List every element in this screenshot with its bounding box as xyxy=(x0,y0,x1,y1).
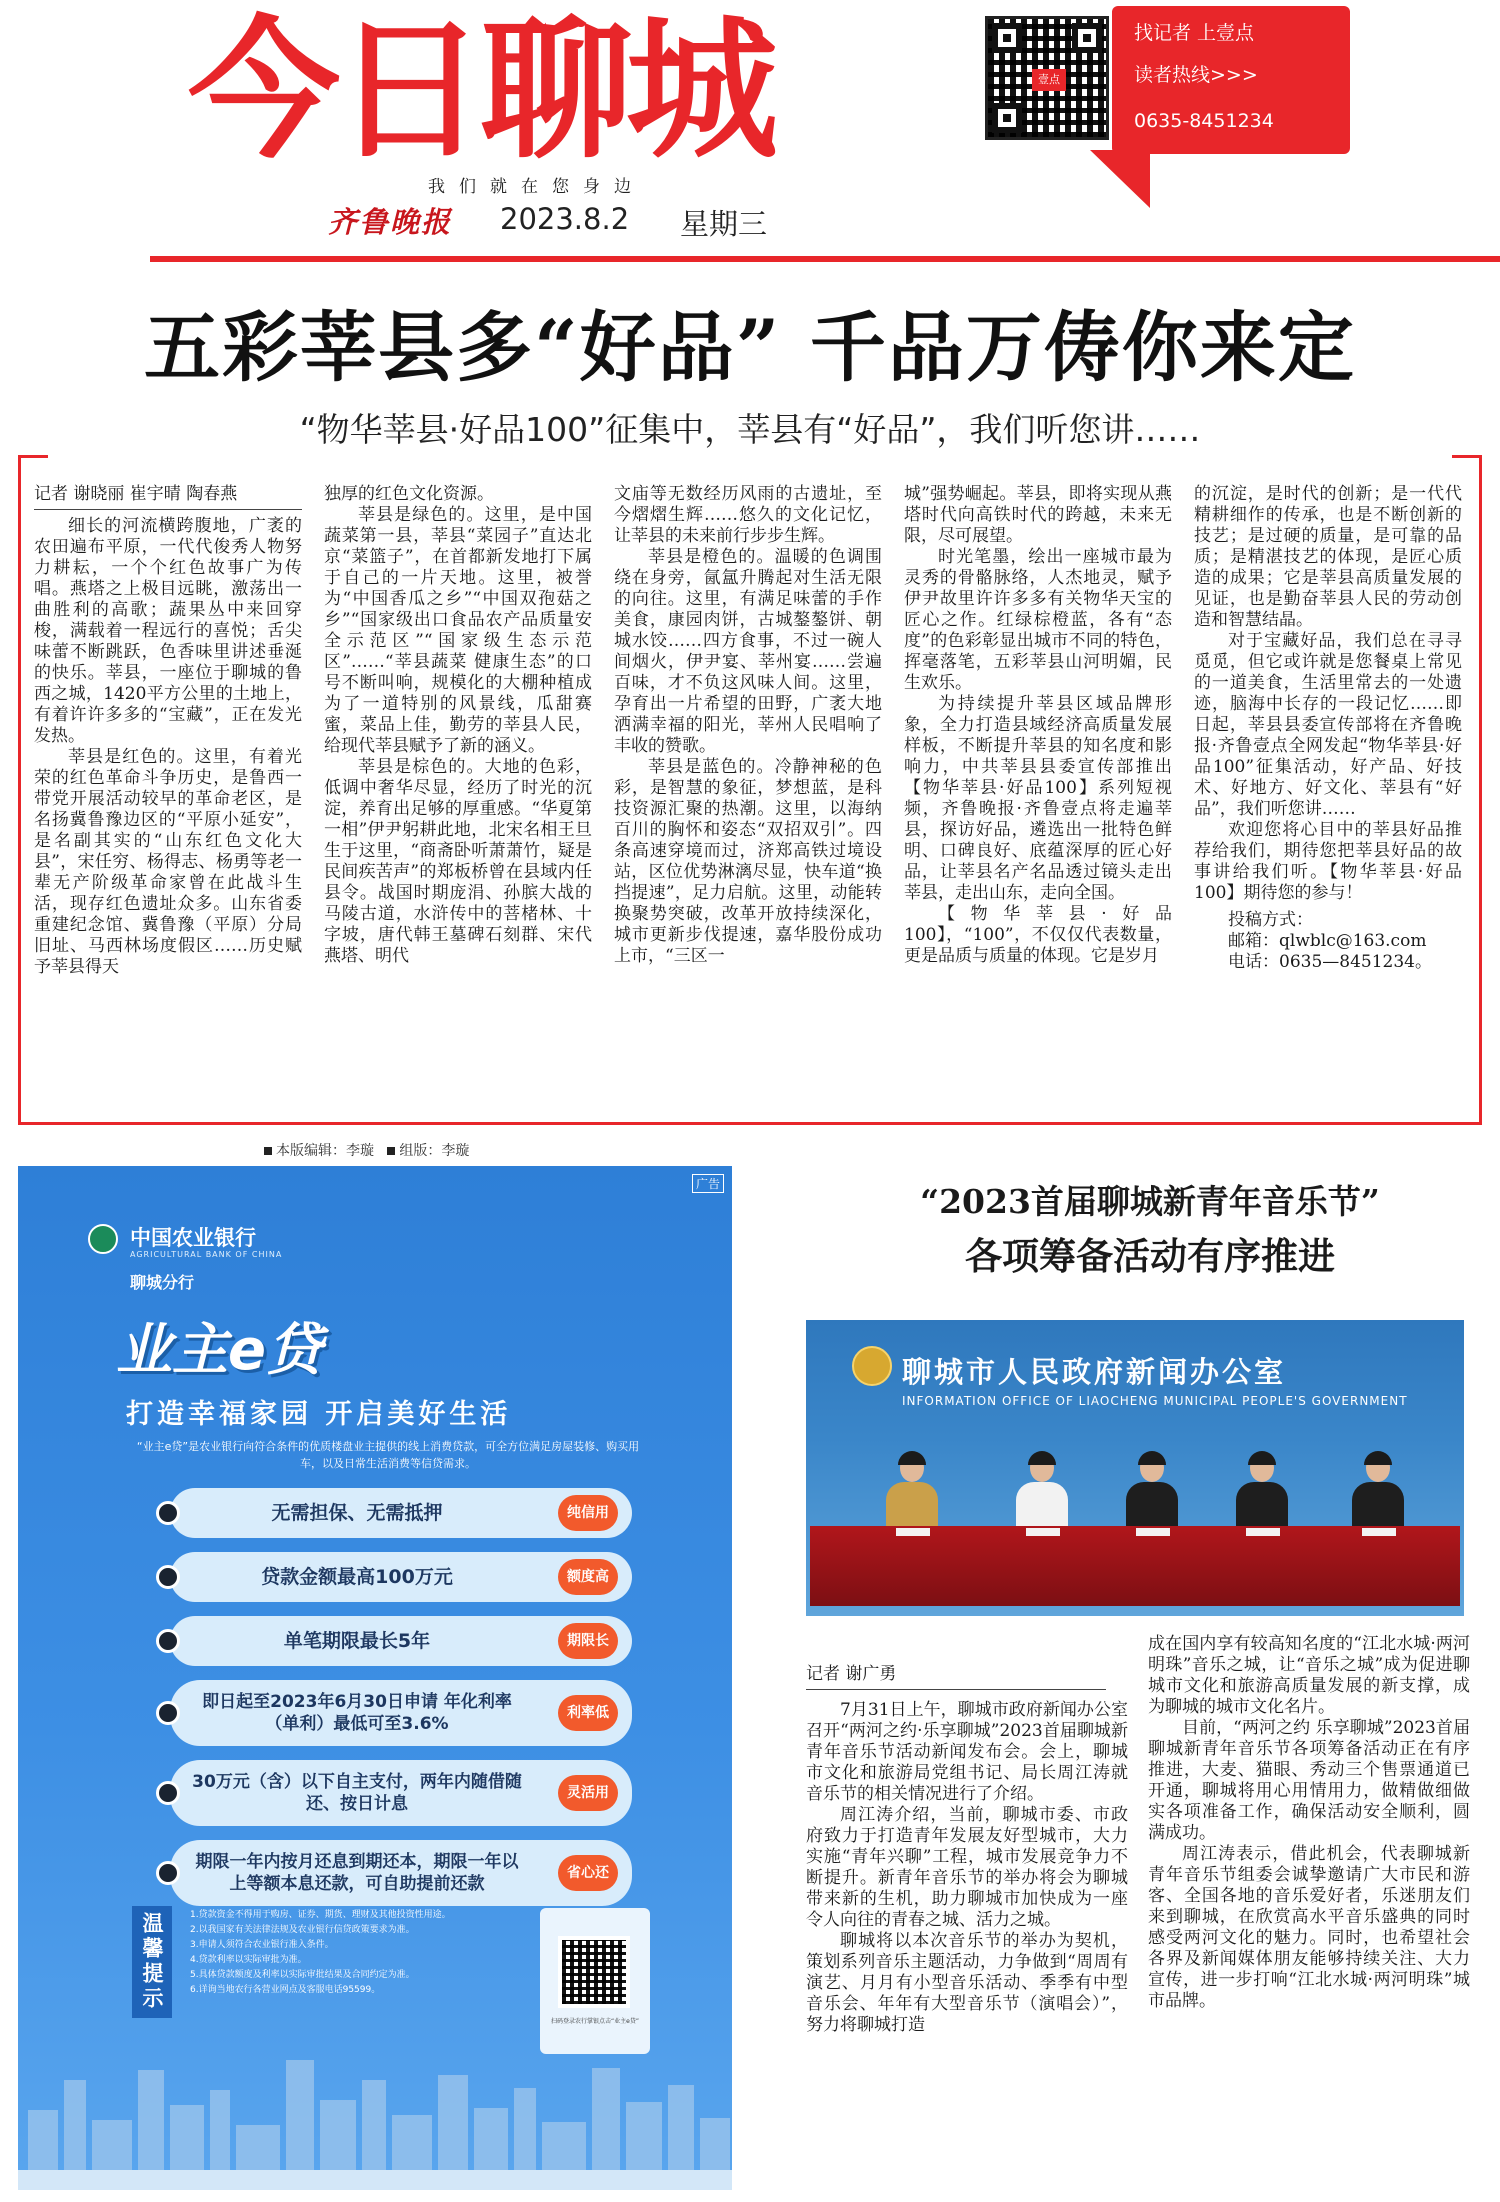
feature-headline: 五彩莘县多“好品” 千品万俦你来定 xyxy=(144,303,1356,392)
ad-feature-row xyxy=(170,1680,632,1746)
paragraph: 周江涛表示，借此机会，代表聊城新青年音乐节组委会诚挚邀请广大市民和游客、全国各地的音乐爱好者，乐迷朋友们来到聊城，在欣赏高水平音乐盛典的同时感受两河文化的魅力。同时，也希望社会各界及新闻媒体朋友能够持续关注、大力宣传，进一步打响“江北水城·两河明珠”城市品牌。 xyxy=(1148,1844,1470,2011)
paragraph: 7月31日上午，聊城市政府新闻办公室召开“两河之约·乐享聊城”2023首届聊城新青年音乐节活动新闻发布会。会上，聊城市文化和旅游局党组书记、局长周江涛就音乐节的相关情况进行了介绍。 xyxy=(806,1700,1128,1804)
bank-name: 中国农业银行 xyxy=(130,1225,256,1250)
credit-layout: 组版：李璇 xyxy=(399,1143,470,1159)
article-column-1 xyxy=(806,1664,1128,2184)
ad-feature-row xyxy=(170,1552,632,1602)
figure-hair xyxy=(1028,1451,1056,1465)
ad-feature-row xyxy=(170,1616,632,1666)
ad-tip: 3.申请人须符合农业银行准入条件。 xyxy=(190,1940,334,1950)
feature-column-2 xyxy=(324,484,592,1114)
paragraph: 莘县是橙色的。温暖的色调围绕在身旁，氤氲升腾起对生活无限的向往。这里，有满足味蕾的手作美食，康园肉饼，古城鏊鏊饼、朝城水饺……四方食事，不过一碗人间烟火，伊尹宴、莘州宴……尝遍百味，才不负这风味人间。这里，孕育出一片希望的田野，广袤大地洒满幸福的阳光，莘州人民唱响了丰收的赞歌。 xyxy=(614,547,882,756)
ad-tip: 6.详询当地农行各营业网点及客服电话95599。 xyxy=(190,1985,381,1995)
frame-corner xyxy=(1452,455,1482,458)
paragraph: 莘县是蓝色的。冷静神秘的色彩，是智慧的象征，梦想蓝，是科技资源汇聚的热潮。这里，以海纳百川的胸怀和姿态“双招双引”。四条高速穿境而过，济郑高铁过境设站，区位优势淋漓尽显，快车道“换挡提速”，足力启航。这里，动能转换聚势突破，改革开放持续深化，城市更新步伐提速，嘉华股份成功上市，“三区一 xyxy=(614,757,882,966)
speaker-figure xyxy=(1352,1454,1404,1534)
hotline-speech-bubble xyxy=(1112,6,1350,154)
ad-feature-tag: 额度高 xyxy=(558,1559,618,1595)
masthead-divider xyxy=(150,256,1500,262)
ad-description: “业主e贷”是农业银行向符合条件的优质楼盘业主提供的线上消费贷款，可全方位满足房屋装修、购买用车，以及日常生活消费等信贷需求。 xyxy=(136,1440,640,1470)
bullet-icon xyxy=(156,1565,180,1589)
feature-body xyxy=(34,484,1466,1114)
paragraph: 的沉淀，是时代的创新；是一代代精耕细作的传承，也是不断创新的技艺；是过硬的质量，是可靠的品质；是精湛技艺的体现，是匠心质造的成果；它是莘县高质量发展的见证，也是勤奋莘县人民的劳动创造和智慧结晶。 xyxy=(1194,484,1462,630)
issue-date: 2023.8.2 xyxy=(500,202,630,236)
ad-feature-text: 即日起至2023年6月30日申请 年化利率（单利）最低可至3.6% xyxy=(202,1692,512,1734)
ad-feature-row xyxy=(170,1488,632,1538)
bank-logo-icon xyxy=(88,1224,118,1254)
article-column-2 xyxy=(1148,1634,1470,2184)
city-skyline-icon xyxy=(18,2050,732,2190)
ad-warm-tips-label: 温馨提示 xyxy=(132,1906,172,2018)
square-bullet-icon xyxy=(264,1147,272,1155)
photo-backdrop-title: 聊城市人民政府新闻办公室 xyxy=(902,1355,1287,1389)
ad-tip: 1.贷款资金不得用于购房、证券、期货、理财及其他投资性用途。 xyxy=(190,1910,451,1920)
article-body xyxy=(806,1634,1470,2184)
ad-slogan: 打造幸福家园 开启美好生活 xyxy=(126,1399,512,1430)
paragraph: 为持续提升莘县区域品牌形象，全力打造县域经济高质量发展样板，不断提升莘县的知名度和影响力，中共莘县县委宣传部推出【物华莘县·好品100】系列短视频，齐鲁晚报·齐鲁壹点将走遍莘县，探访好品，遴选出一批特色鲜明、口碑良好、底蕴深厚的匠心好品，让莘县名产名品透过镜头走出莘县，走出山东，走向全国。 xyxy=(904,694,1172,903)
paragraph: 对于宝藏好品，我们总在寻寻觅觅，但它或许就是您餐桌上常见的一道美食，生活里常去的一处遗迹，脑海中长存的一段记忆……即日起，莘县县委宣传部将在齐鲁晚报·齐鲁壹点全网发起“物华莘县·好品100”征集活动，好产品、好技术、好地方、好文化、莘县有“好品”，我们听您讲…… xyxy=(1194,631,1462,819)
paragraph: 独厚的红色文化资源。 xyxy=(324,484,494,504)
ad-tip: 5.具体贷款额度及利率以实际审批结果及合同约定为准。 xyxy=(190,1970,415,1980)
hotline-phone: 0635-8451234 xyxy=(1134,110,1274,132)
bullet-icon xyxy=(156,1861,180,1885)
bank-name-english: AGRICULTURAL BANK OF CHINA xyxy=(130,1250,283,1259)
bullet-icon xyxy=(156,1701,180,1725)
ad-feature-text: 30万元（含）以下自主支付，两年内随借随还、按日计息 xyxy=(192,1772,522,1814)
article-title-line2: 各项筹备活动有序推进 xyxy=(965,1234,1335,1278)
qr-finder xyxy=(992,103,1022,133)
ad-feature-text: 单笔期限最长5年 xyxy=(283,1630,431,1652)
paragraph: 城”强势崛起。莘县，即将实现从燕塔时代向高铁时代的跨越，未来无限，尽可展望。 xyxy=(904,484,1172,546)
paragraph: 莘县是红色的。这里，有着光荣的红色革命斗争历史，是鲁西一带党开展活动较早的革命老区，是名扬冀鲁豫边区的“平原小延安”，是名副其实的“山东红色文化大县”，宋任穷、杨得志、杨勇等老一辈无产阶级革命家曾在此战斗生活，现存红色遗址众多。山东省委重建纪念馆、冀鲁豫（平原）分局旧址、马西林场度假区……历史赋予莘县得天 xyxy=(34,747,302,977)
paragraph: 成在国内享有较高知名度的“江北水城·两河明珠”音乐之城，让“音乐之城”成为促进聊城市文化和旅游高质量发展的新支撑，成为聊城的城市文化名片。 xyxy=(1148,1634,1470,1717)
speaker-figure xyxy=(1126,1454,1178,1534)
figure-hair xyxy=(898,1451,926,1465)
frame-corner xyxy=(18,455,48,458)
qr-code-icon[interactable] xyxy=(985,16,1109,140)
paragraph: 【物华莘县·好品100】，“100”，不仅仅代表数量，更是品质与质量的体现。它是岁月 xyxy=(904,904,1172,966)
paragraph: 莘县是棕色的。大地的色彩，低调中奢华尽显，经历了时光的沉淀，养育出足够的厚重感。“华夏第一相”伊尹躬耕此地，北宋名相王旦生于这里，“商斋卧听萧萧竹，疑是民间疾苦声”的郑板桥曾在县域内任县令。战国时期庞涓、孙膑大战的马陵古道，水浒传中的菩楮林、十字坡，唐代韩王墓碑石刻群、宋代燕塔、明代 xyxy=(324,757,592,966)
paragraph: 目前，“两河之约 乐享聊城”2023首届聊城新青年音乐节各项筹备活动正在有序推进，大麦、猫眼、秀动三个售票通道已开通，聊城将用心用情用力，做精做细做实各项准备工作，确保活动安全顺利，圆满成功。 xyxy=(1148,1718,1470,1843)
square-bullet-icon xyxy=(387,1147,395,1155)
qr-logo: 壹点 xyxy=(1032,69,1066,91)
press-conference-photo xyxy=(806,1320,1464,1616)
slogan: 我们就在您身边 xyxy=(428,177,645,197)
paragraph: 欢迎您将心目中的莘县好品推荐给我们，期待您把莘县好品的故事讲给我们听。【物华莘县·好品100】期待您的参与！ xyxy=(1194,820,1462,903)
issue-weekday: 星期三 xyxy=(680,207,768,241)
speaker-figure xyxy=(1236,1454,1288,1534)
ad-tag: 广告 xyxy=(692,1174,724,1193)
speech-bubble-tail xyxy=(1090,150,1150,208)
ad-feature-text: 贷款金额最高100万元 xyxy=(261,1566,453,1588)
hotline-line2: 读者热线>>> xyxy=(1134,64,1258,86)
bank-branch: 聊城分行 xyxy=(130,1273,195,1292)
ad-feature-tag: 期限长 xyxy=(558,1623,618,1659)
bullet-icon xyxy=(156,1781,180,1805)
bullet-icon xyxy=(156,1629,180,1653)
contact-label: 投稿方式： xyxy=(1228,910,1313,930)
ad-tips xyxy=(190,1908,480,1998)
nameplate xyxy=(896,1528,930,1536)
contact-email[interactable]: 邮箱：qlwblc@163.com xyxy=(1228,931,1427,951)
figure-hair xyxy=(1248,1451,1276,1465)
bullet-icon xyxy=(156,1501,180,1525)
nameplate xyxy=(1362,1528,1396,1536)
article-title-line1: “2023首届聊城新青年音乐节” xyxy=(920,1182,1380,1221)
ad-qr-caption: 扫码登录农行掌银点击“业主e贷” xyxy=(551,2018,639,2025)
photo-backdrop-subtitle: INFORMATION OFFICE OF LIAOCHENG MUNICIPAL PEOPLE'S GOVERNMENT xyxy=(902,1394,1408,1408)
emblem-icon xyxy=(852,1346,892,1386)
feature-column-1 xyxy=(34,484,302,1114)
nameplate xyxy=(1246,1528,1280,1536)
ad-feature-tag: 利率低 xyxy=(558,1695,618,1731)
newspaper-title: 今日聊城 xyxy=(188,2,772,179)
masthead xyxy=(0,0,1500,262)
article-byline: 记者 谢广勇 xyxy=(806,1664,1106,1690)
paper-name-logo: 齐鲁晚报 xyxy=(328,205,453,239)
paragraph: 细长的河流横跨腹地，广袤的农田遍布平原，一代代俊秀人物努力耕耘，一个个红色故事广为传唱。燕塔之上极目远眺，激荡出一曲胜利的高歌；蔬果丛中来回穿梭，满载着一程远行的喜悦；舌尖味蕾不断跳跃，色香味里讲述垂涎的快乐。莘县，一座位于聊城的鲁西之城，1420平方公里的土地上，有着许许多多的“宝藏”，正在发光发热。 xyxy=(34,516,302,746)
nameplate xyxy=(1136,1528,1170,1536)
credit-editor: 本版编辑：李璇 xyxy=(276,1143,374,1159)
ad-feature-text: 期限一年内按月还息到期还本，期限一年以上等额本息还款，可自助提前还款 xyxy=(195,1852,519,1894)
contact-info xyxy=(1194,910,1462,973)
ad-feature-row xyxy=(170,1840,632,1906)
feature-column-5 xyxy=(1194,484,1462,1114)
ad-feature-tag: 省心还 xyxy=(558,1855,618,1891)
ad-product-title: 业主e贷 xyxy=(116,1318,322,1383)
ad-tip: 2.以我国家有关法律法规及农业银行信贷政策要求为准。 xyxy=(190,1925,415,1935)
qr-finder xyxy=(992,23,1022,53)
feature-column-3 xyxy=(614,484,882,1114)
conference-desk xyxy=(810,1526,1460,1606)
page-credits xyxy=(264,1140,469,1160)
feature-byline: 记者 谢晓丽 崔宇晴 陶春燕 xyxy=(34,484,302,510)
paragraph: 莘县是绿色的。这里，是中国蔬菜第一县，莘县“菜园子”直达北京“菜篮子”，在首都新发地打下属于自己的一片天地。这里，被誉为“中国香瓜之乡”“中国双孢菇之乡”“国家级出口食品农产品质量安全示范区”“国家级生态示范区”……“莘县蔬菜 健康生态”的口号不断叫响，规模化的大棚种植成为了一道特别的风景线，瓜甜赛蜜，菜品上佳，勤劳的莘县人民，给现代莘县赋予了新的涵义。 xyxy=(324,505,592,756)
speaker-figure xyxy=(886,1454,938,1534)
hotline-line1: 找记者 上壹点 xyxy=(1134,22,1255,44)
paragraph: 文庙等无数经历风雨的古遗址，至今熠熠生辉……悠久的文化记忆，让莘县的未来前行步步生辉。 xyxy=(614,484,882,546)
ad-feature-text: 无需担保、无需抵押 xyxy=(271,1502,443,1524)
figure-hair xyxy=(1138,1451,1166,1465)
ad-tip: 4.贷款利率以实际审批为准。 xyxy=(190,1955,307,1965)
feature-subhead: “物华莘县·好品100”征集中，莘县有“好品”，我们听您讲…… xyxy=(299,410,1201,449)
nameplate xyxy=(1026,1528,1060,1536)
speaker-figure xyxy=(1016,1454,1068,1534)
paragraph: 聊城将以本次音乐节的举办为契机，策划系列音乐主题活动，力争做到“周周有演艺、月月有小型音乐活动、季季有中型音乐会、年年有大型音乐节（演唱会）”，努力将聊城打造 xyxy=(806,1931,1128,2035)
ad-feature-row xyxy=(170,1760,632,1826)
paragraph: 周江涛介绍，当前，聊城市委、市政府致力于打造青年发展友好型城市，大力实施“青年兴聊”工程，城市发展竞争力不断提升。新青年音乐节的举办将会为聊城带来新的生机，助力聊城市加快成为一座令人向往的青春之城、活力之城。 xyxy=(806,1805,1128,1930)
qr-finder xyxy=(1072,23,1102,53)
feature-column-4 xyxy=(904,484,1172,1114)
ad-feature-tag: 纯信用 xyxy=(558,1495,618,1531)
ad-qr-code-icon[interactable] xyxy=(558,1936,630,2008)
figure-hair xyxy=(1364,1451,1392,1465)
bank-advertisement[interactable] xyxy=(18,1166,732,2190)
contact-phone: 电话：0635—8451234。 xyxy=(1228,952,1432,972)
paragraph: 时光笔墨，绘出一座城市最为灵秀的骨骼脉络，人杰地灵，赋予伊尹故里许许多多有关物华天宝的匠心之作。红绿棕橙蓝，各有“态度”的色彩彰显出城市不同的特色，挥毫落笔，五彩莘县山河明媚，民生欢乐。 xyxy=(904,547,1172,693)
ad-feature-tag: 灵活用 xyxy=(558,1775,618,1811)
